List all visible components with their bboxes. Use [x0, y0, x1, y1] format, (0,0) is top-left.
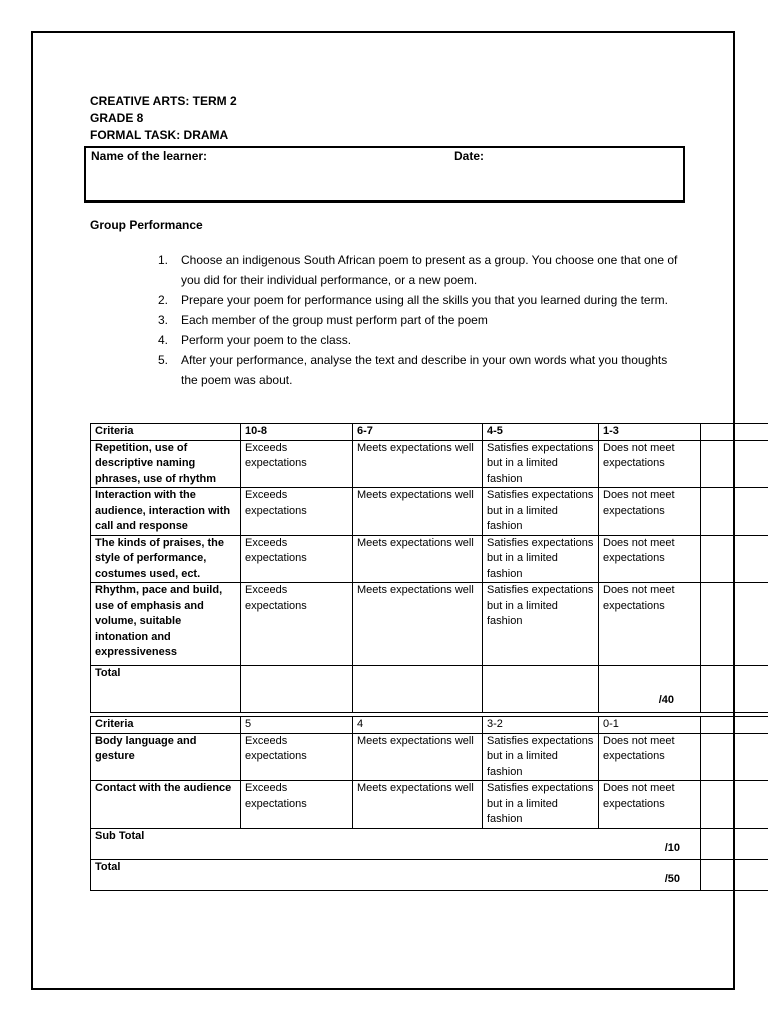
header-score: 4-5 [483, 424, 599, 441]
header-score: 5 [241, 717, 353, 734]
criteria-cell: Interaction with the audience, interaction with call and response [91, 488, 241, 536]
grade: GRADE 8 [90, 111, 144, 125]
instruction-item: 5. After your performance, analyse the text and describe in your own words what you thoughts the poem was about. [158, 353, 668, 387]
date-label: Date: [454, 149, 485, 163]
level-cell: Meets expectations well [353, 733, 483, 781]
task-title: FORMAL TASK: DRAMA [90, 128, 229, 142]
header-score: 3-2 [483, 717, 599, 734]
level-cell: Exceeds expectations [241, 733, 353, 781]
level-cell: Exceeds expectations [241, 583, 353, 666]
level-cell: Exceeds expectations [241, 781, 353, 829]
table-row [91, 488, 768, 536]
header-score: 10-8 [241, 424, 353, 441]
table-row [91, 583, 768, 666]
level-cell: Satisfies expectations but in a limited fashion [483, 488, 599, 536]
mark-cell[interactable] [701, 583, 768, 666]
learner-info-box[interactable] [84, 146, 685, 203]
mark-cell[interactable] [701, 666, 768, 713]
level-cell: Does not meet expectations [599, 440, 701, 488]
total-mark-cell [599, 666, 701, 713]
subtotal-mark: /10 [664, 842, 680, 854]
empty-cell [241, 666, 353, 713]
empty-cell [483, 666, 599, 713]
instruction-item: 1. Choose an indigenous South African poem to present as a group. You choose one that one of you did for their individual performance, or a new poem. [158, 253, 678, 287]
mark-cell[interactable] [701, 488, 768, 536]
header-criteria: Criteria [91, 717, 241, 734]
subtotal-cell [91, 828, 701, 859]
mark-cell[interactable] [701, 828, 768, 859]
criteria-cell: Body language and gesture [91, 733, 241, 781]
instructions-list [158, 250, 678, 390]
table-row [91, 535, 768, 583]
mark-cell[interactable] [701, 859, 768, 890]
empty-cell [701, 424, 768, 441]
level-cell: Does not meet expectations [599, 583, 701, 666]
subject-term: CREATIVE ARTS: TERM 2 [90, 94, 237, 108]
grand-total-cell [91, 859, 701, 890]
level-cell: Exceeds expectations [241, 488, 353, 536]
mark-cell[interactable] [701, 733, 768, 781]
criteria-cell: Rhythm, pace and build, use of emphasis and volume, suitable intonation and expressiveness [91, 583, 241, 666]
level-cell: Meets expectations well [353, 583, 483, 666]
total-mark: /40 [658, 693, 674, 706]
table-header-row [91, 424, 768, 441]
level-cell: Meets expectations well [353, 535, 483, 583]
level-cell: Meets expectations well [353, 781, 483, 829]
instruction-item: 2. Prepare your poem for performance using all the skills you that you learned during the term. [158, 293, 668, 307]
mark-cell[interactable] [701, 535, 768, 583]
document-header [90, 93, 237, 144]
subtotal-label: Sub Total [95, 829, 145, 842]
total-label: Total [91, 666, 241, 713]
header-score: 4 [353, 717, 483, 734]
level-cell: Satisfies expectations but in a limited fashion [483, 583, 599, 666]
header-score: 1-3 [599, 424, 701, 441]
level-cell: Satisfies expectations but in a limited fashion [483, 535, 599, 583]
level-cell: Satisfies expectations but in a limited fashion [483, 781, 599, 829]
header-criteria: Criteria [91, 424, 241, 441]
criteria-cell: The kinds of praises, the style of performance, costumes used, ect. [91, 535, 241, 583]
level-cell: Meets expectations well [353, 440, 483, 488]
mark-cell[interactable] [701, 781, 768, 829]
header-score: 6-7 [353, 424, 483, 441]
empty-cell [701, 717, 768, 734]
table-header-row [91, 717, 768, 734]
instruction-item: 3. Each member of the group must perform part of the poem [158, 313, 488, 327]
learner-name-label: Name of the learner: [91, 149, 208, 163]
mark-cell[interactable] [701, 440, 768, 488]
level-cell: Does not meet expectations [599, 535, 701, 583]
section-title: Group Performance [90, 218, 203, 232]
grand-total-row [91, 859, 768, 890]
instruction-item: 4. Perform your poem to the class. [158, 333, 352, 347]
criteria-cell: Repetition, use of descriptive naming phrases, use of rhythm [91, 440, 241, 488]
level-cell: Exceeds expectations [241, 535, 353, 583]
rubric-table-secondary [90, 716, 768, 891]
level-cell: Does not meet expectations [599, 733, 701, 781]
level-cell: Satisfies expectations but in a limited fashion [483, 733, 599, 781]
table-row [91, 781, 768, 829]
grand-total-label: Total [95, 860, 121, 873]
empty-cell [353, 666, 483, 713]
table-row [91, 733, 768, 781]
table-row [91, 440, 768, 488]
level-cell: Meets expectations well [353, 488, 483, 536]
total-row [91, 666, 768, 713]
level-cell: Satisfies expectations but in a limited fashion [483, 440, 599, 488]
level-cell: Exceeds expectations [241, 440, 353, 488]
subtotal-row [91, 828, 768, 859]
header-score: 0-1 [599, 717, 701, 734]
level-cell: Does not meet expectations [599, 488, 701, 536]
level-cell: Does not meet expectations [599, 781, 701, 829]
grand-total-mark: /50 [664, 873, 680, 885]
rubric-table-main [90, 423, 768, 713]
criteria-cell: Contact with the audience [91, 781, 241, 829]
